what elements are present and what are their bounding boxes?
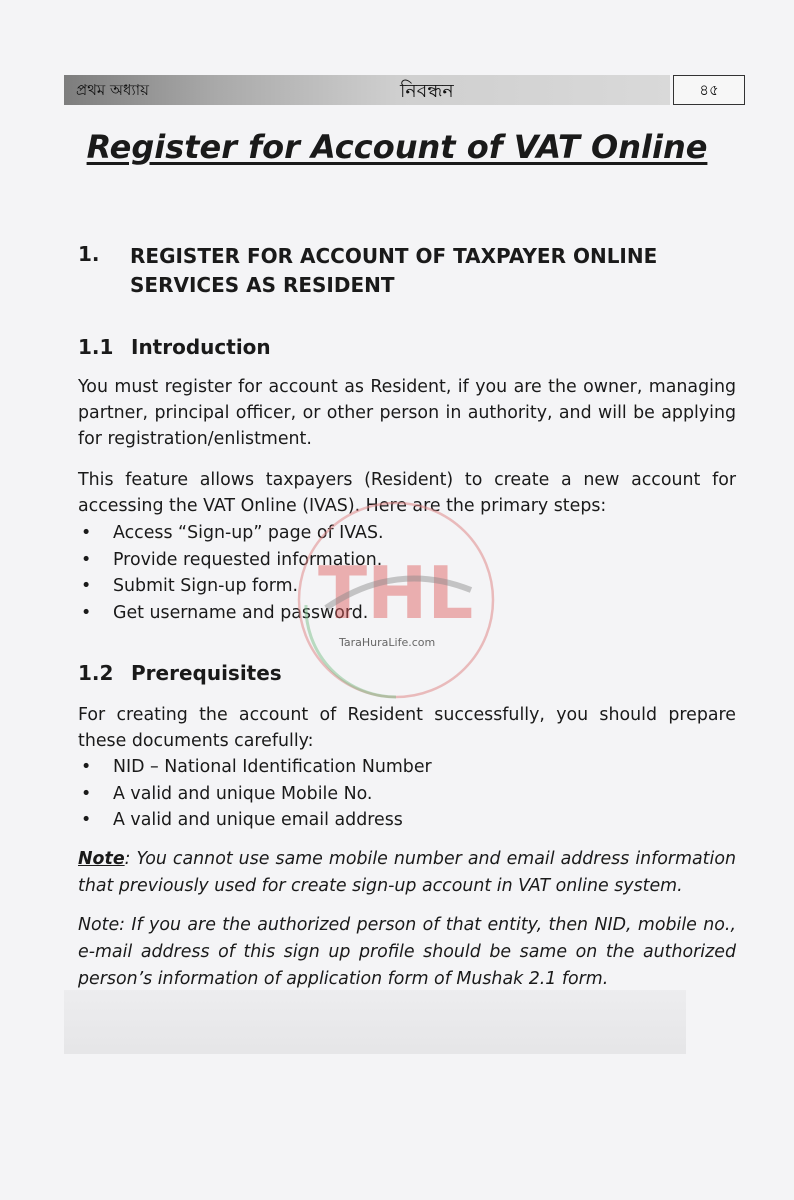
bullet-icon: • [81,810,92,830]
list-item: • A valid and unique Mobile No. [78,781,736,808]
list-item: • Provide requested information. [78,547,736,574]
bullet-icon: • [81,757,92,777]
section-number: 1. [78,242,100,266]
bullet-icon: • [81,523,92,543]
introduction-heading [78,335,271,359]
subsection-number: 1.1 [78,335,114,359]
documents-list [78,754,736,834]
bullet-icon: • [81,549,92,570]
watermark-letters: THL [318,551,474,635]
list-item: • NID – National Identification Number [78,754,736,781]
list-item: • Get username and password. [78,600,736,627]
intro-paragraph-2: This feature allows taxpayers (Resident) to create a new account for accessing the VAT Online (IVAS). Here are the primary steps: [78,470,736,516]
note-label: Note [78,849,125,869]
bullet-icon: • [81,576,92,596]
subsection-title: Prerequisites [131,661,282,685]
note-authorized-person: Note: If you are the authorized person of that entity, then NID, mobile no., e-mail address of this sign up profile should be same on the authorized person’s information of application form of Mushak 2.1 form. [78,915,736,989]
chapter-label: প্রথম অধ্যায় [76,81,149,99]
bullet-icon: • [81,783,92,804]
list-item: • Submit Sign-up form. [78,573,736,600]
chapter-header-bar [64,75,670,105]
prereq-paragraph: For creating the account of Resident successfully, you should prepare these documents carefully: [78,705,736,751]
steps-list [78,520,736,626]
list-item: • Access “Sign-up” page of IVAS. [78,520,736,547]
bullet-icon: • [81,602,92,623]
subsection-number: 1.2 [78,661,114,685]
section-title: REGISTER FOR ACCOUNT OF TAXPAYER ONLINE SERVICES AS RESIDENT [130,244,658,297]
note-mobile-email: Note: You cannot use same mobile number and email address information that previously used for create sign-up account in VAT online system. [78,849,736,896]
document-title: Register for Account of VAT Online [86,128,708,166]
show-through-shadow [64,990,686,1054]
list-item: • A valid and unique email address [78,807,736,834]
page-number: ৪৫ [673,75,745,105]
prerequisites-heading [78,661,282,685]
subsection-title: Introduction [131,335,271,359]
watermark-site: TaraHuraLife.com [339,636,436,649]
chapter-title: নিবন্ধন [400,80,454,102]
intro-paragraph-1: You must register for account as Resident, if you are the owner, managing partner, principal officer, or other person in authority, and will be applying for registration/enlistment. [78,377,736,449]
